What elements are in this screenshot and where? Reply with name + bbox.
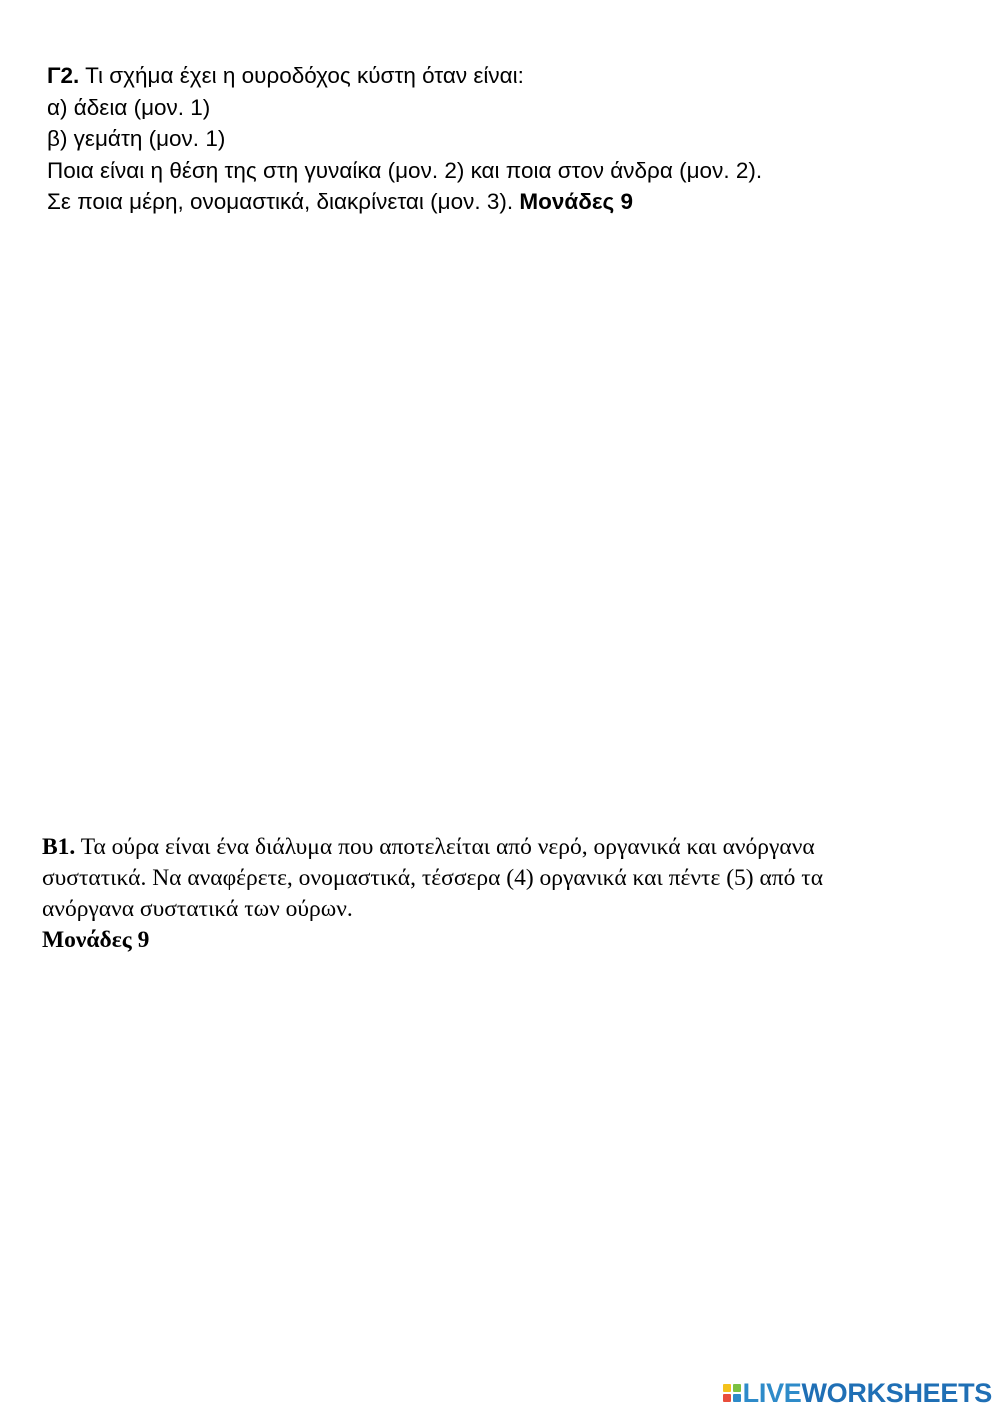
question-g2-label: Γ2.	[47, 63, 80, 88]
question-b1-line1	[42, 832, 962, 863]
liveworksheets-logo	[723, 1379, 992, 1407]
logo-mark-square-v	[723, 1394, 731, 1402]
logo-mark-square-i	[733, 1384, 741, 1392]
question-b1-text1: Τα ούρα είναι ένα διάλυμα που αποτελείται από νερό, οργανικά και ανόργανα	[75, 834, 815, 860]
question-b1-label: Β1.	[42, 834, 76, 860]
logo-text-live: LIVE	[742, 1377, 802, 1408]
liveworksheets-logo-icon	[723, 1384, 741, 1402]
question-b1-line2: συστατικά. Να αναφέρετε, ονομαστικά, τέσσερα (4) οργανικά και πέντε (5) από τα	[42, 865, 824, 891]
question-g2-option-b: β) γεμάτη (μον. 1)	[47, 126, 226, 151]
question-g2	[47, 60, 967, 218]
question-b1-line3: ανόργανα συστατικά των ούρων.	[42, 896, 353, 922]
logo-mark-square-l	[723, 1384, 731, 1392]
question-g2-parts-line	[47, 186, 967, 218]
question-g2-position: Ποια είναι η θέση της στη γυναίκα (μον. 2) και ποια στον άνδρα (μον. 2).	[47, 157, 763, 183]
question-g2-intro-line	[47, 60, 967, 92]
question-g2-intro: Τι σχήμα έχει η ουροδόχος κύστη όταν είναι:	[79, 63, 524, 88]
question-g2-points: Μονάδες 9	[519, 189, 634, 214]
logo-mark-square-e	[733, 1394, 741, 1402]
question-g2-parts: Σε ποια μέρη, ονομαστικά, διακρίνεται (μον. 3).	[47, 189, 520, 214]
question-b1-points: Μονάδες 9	[42, 927, 150, 953]
logo-text	[743, 1378, 992, 1409]
question-g2-option-a: α) άδεια (μον. 1)	[47, 94, 211, 120]
logo-text-worksheets: WORKSHEETS	[801, 1377, 992, 1408]
question-b1	[42, 832, 962, 956]
